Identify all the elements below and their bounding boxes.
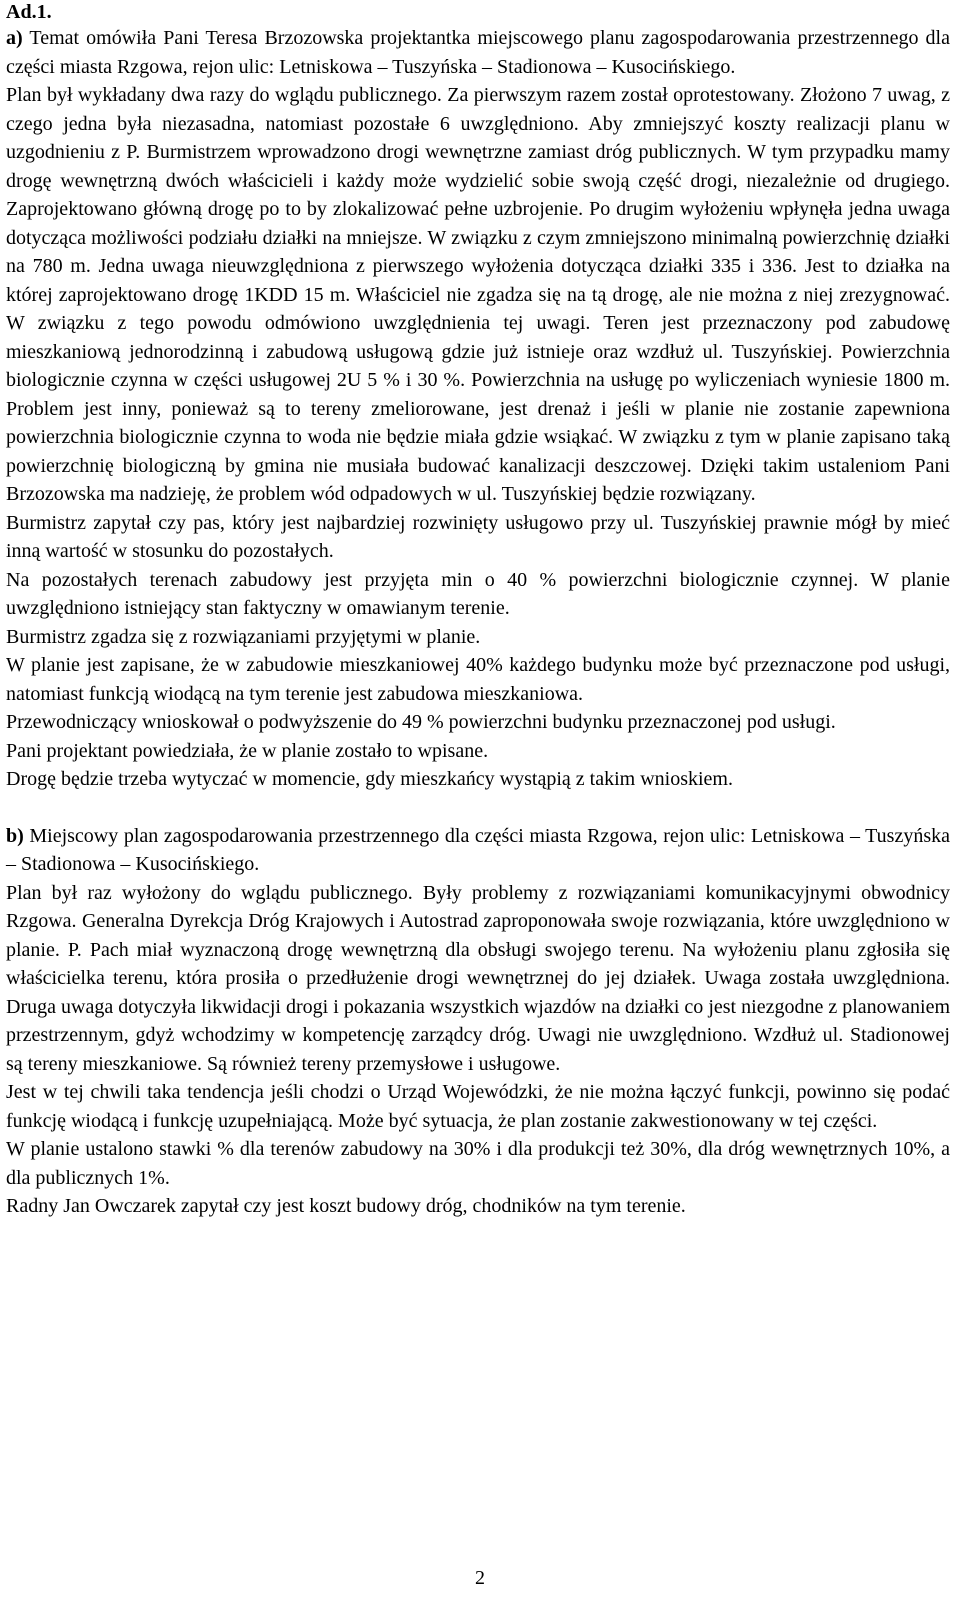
document-page	[6, 0, 950, 1221]
page-number: 2	[475, 1567, 485, 1589]
section-b-paragraph: Jest w tej chwili taka tendencja jeśli chodzi o Urząd Wojewódzki, że nie można łączyć funkcji, powinno się podać funkcję wiodącą i funkcję uzupełniającą. Może być sytuacja, że plan zostanie zakwestionowany w tej części.	[6, 1081, 950, 1132]
section-b-paragraph: Radny Jan Owczarek zapytał czy jest koszt budowy dróg, chodników na tym terenie.	[6, 1195, 686, 1217]
section-a-paragraph: Pani projektant powiedziała, że w planie zostało to wpisane.	[6, 739, 489, 762]
section-b	[6, 822, 950, 1221]
section-a-intro-text: Temat omówiła Pani Teresa Brzozowska projektantka miejscowego planu zagospodarowania przestrzennego dla części miasta Rzgowa, rejon ulic: Letniskowa – Tuszyńska – Stadionowa – Kusocińskiego.	[6, 27, 950, 78]
section-spacer	[6, 794, 950, 822]
section-b-paragraph: W planie ustalono stawki % dla terenów zabudowy na 30% i dla produkcji też 30%, dla dróg wewnętrznych 10%, a dla publicznych 1%.	[6, 1138, 950, 1189]
section-a-paragraph: Burmistrz zgadza się z rozwiązaniami przyjętymi w planie.	[6, 625, 481, 648]
section-a-intro	[6, 24, 950, 81]
section-a-paragraph: Przewodniczący wnioskował o podwyższenie do 49 % powierzchni budynku przeznaczonej pod usługi.	[6, 711, 836, 733]
section-b-label: b)	[6, 824, 24, 847]
section-a-paragraph: Drogę będzie trzeba wytyczać w momencie, gdy mieszkańcy wystąpią z takim wnioskiem.	[6, 768, 733, 790]
section-a-paragraph: Burmistrz zapytał czy pas, który jest najbardziej rozwinięty usługowo przy ul. Tuszyńskiej prawnie mógł by mieć inną wartość w stosunku do pozostałych.	[6, 511, 950, 562]
agenda-item-heading: Ad.1.	[6, 1, 52, 23]
section-a	[6, 24, 950, 794]
section-a-paragraph: Plan był wykładany dwa razy do wglądu publicznego. Za pierwszym razem został oprotestowany. Złożono 7 uwag, z czego jedna była niezasadna, natomiast pozostałe 6 uwzględniono. Aby zmniejszyć koszty realizacji planu w uzgodnieniu z P. Burmistrzem wprowadzono drogi wewnętrzne zamiast dróg publicznych. W tym przypadku mamy drogę wewnętrzną dwóch właścicieli i każdy może wydzielić sobie swoją część drogi, niezależnie od drugiego. Zaprojektowano główną drogę po to by zlokalizować pełne uzbrojenie. Po drugim wyłożeniu wpłynęła jedna uwaga dotycząca możliwości podziału działki na mniejsze. W związku z czym zmniejszono minimalną powierzchnię działki na 780 m. Jedna uwaga nieuwzględniona z pierwszego wyłożenia dotycząca działki 335 i 336. Jest to działka na której zaprojektowano drogę 1KDD 15 m. Właściciel nie zgadza się na tą drogę, ale nie można z niej zrezygnować. W związku z tego powodu odmówiono uwzględnienia tej uwagi. Teren jest przeznaczony pod zabudowę mieszkaniową jednorodzinną i zabudową usługową gdzie już istnieje oraz wzdłuż ul. Tuszyńskiej. Powierzchnia biologicznie czynna w części usługowej 2U 5 % i 30 %. Powierzchnia na usługę po wyliczeniach wyniesie 1800 m. Problem jest inny, ponieważ są to tereny zmeliorowane, jest drenaż i jeśli w planie nie zostanie zapewniona powierzchnia biologicznie czynna to woda nie będzie miała gdzie wsiąkać. W związku z tym w planie zapisano taką powierzchnię biologiczną by gmina nie musiała budować kanalizacji deszczowej. Dzięki takim ustaleniom Pani Brzozowska ma nadzieję, że problem wód odpadowych w ul. Tuszyńskiej będzie rozwiązany.	[6, 84, 950, 505]
section-a-paragraph: Na pozostałych terenach zabudowy jest przyjęta min o 40 % powierzchni biologicznie czynnej. W planie uwzględniono istniejący stan faktyczny w omawianym terenie.	[6, 568, 950, 619]
section-b-paragraph: Plan był raz wyłożony do wglądu publicznego. Były problemy z rozwiązaniami komunikacyjnymi obwodnicy Rzgowa. Generalna Dyrekcja Dróg Krajowych i Autostrad zaproponowała swoje rozwiązania, które uwzględniono w planie. P. Pach miał wyznaczoną drogę wewnętrzną dla obsługi swojego terenu. Na wyłożeniu planu zgłosiła się właścicielka terenu, która prosiła o przedłużenie drogi wewnętrznej do jej działek. Uwaga została uwzględniona. Druga uwaga dotyczyła likwidacji drogi i pokazania wszystkich wjazdów na działki co jest niezgodne z planowaniem przestrzennym, gdyż wchodzimy w kompetencję zarządcy dróg. Uwagi nie uwzględniono. Wzdłuż ul. Stadionowej są tereny mieszkaniowe. Są również tereny przemysłowe i usługowe.	[6, 881, 950, 1075]
section-a-paragraph: W planie jest zapisane, że w zabudowie mieszkaniowej 40% każdego budynku może być przeznaczone pod usługi, natomiast funkcją wiodącą na tym terenie jest zabudowa mieszkaniowa.	[6, 654, 950, 705]
section-b-intro	[6, 822, 950, 879]
section-b-intro-text: Miejscowy plan zagospodarowania przestrzennego dla części miasta Rzgowa, rejon ulic: Letniskowa – Tuszyńska – Stadionowa – Kusocińskiego.	[6, 824, 950, 875]
section-a-label: a)	[6, 27, 23, 49]
